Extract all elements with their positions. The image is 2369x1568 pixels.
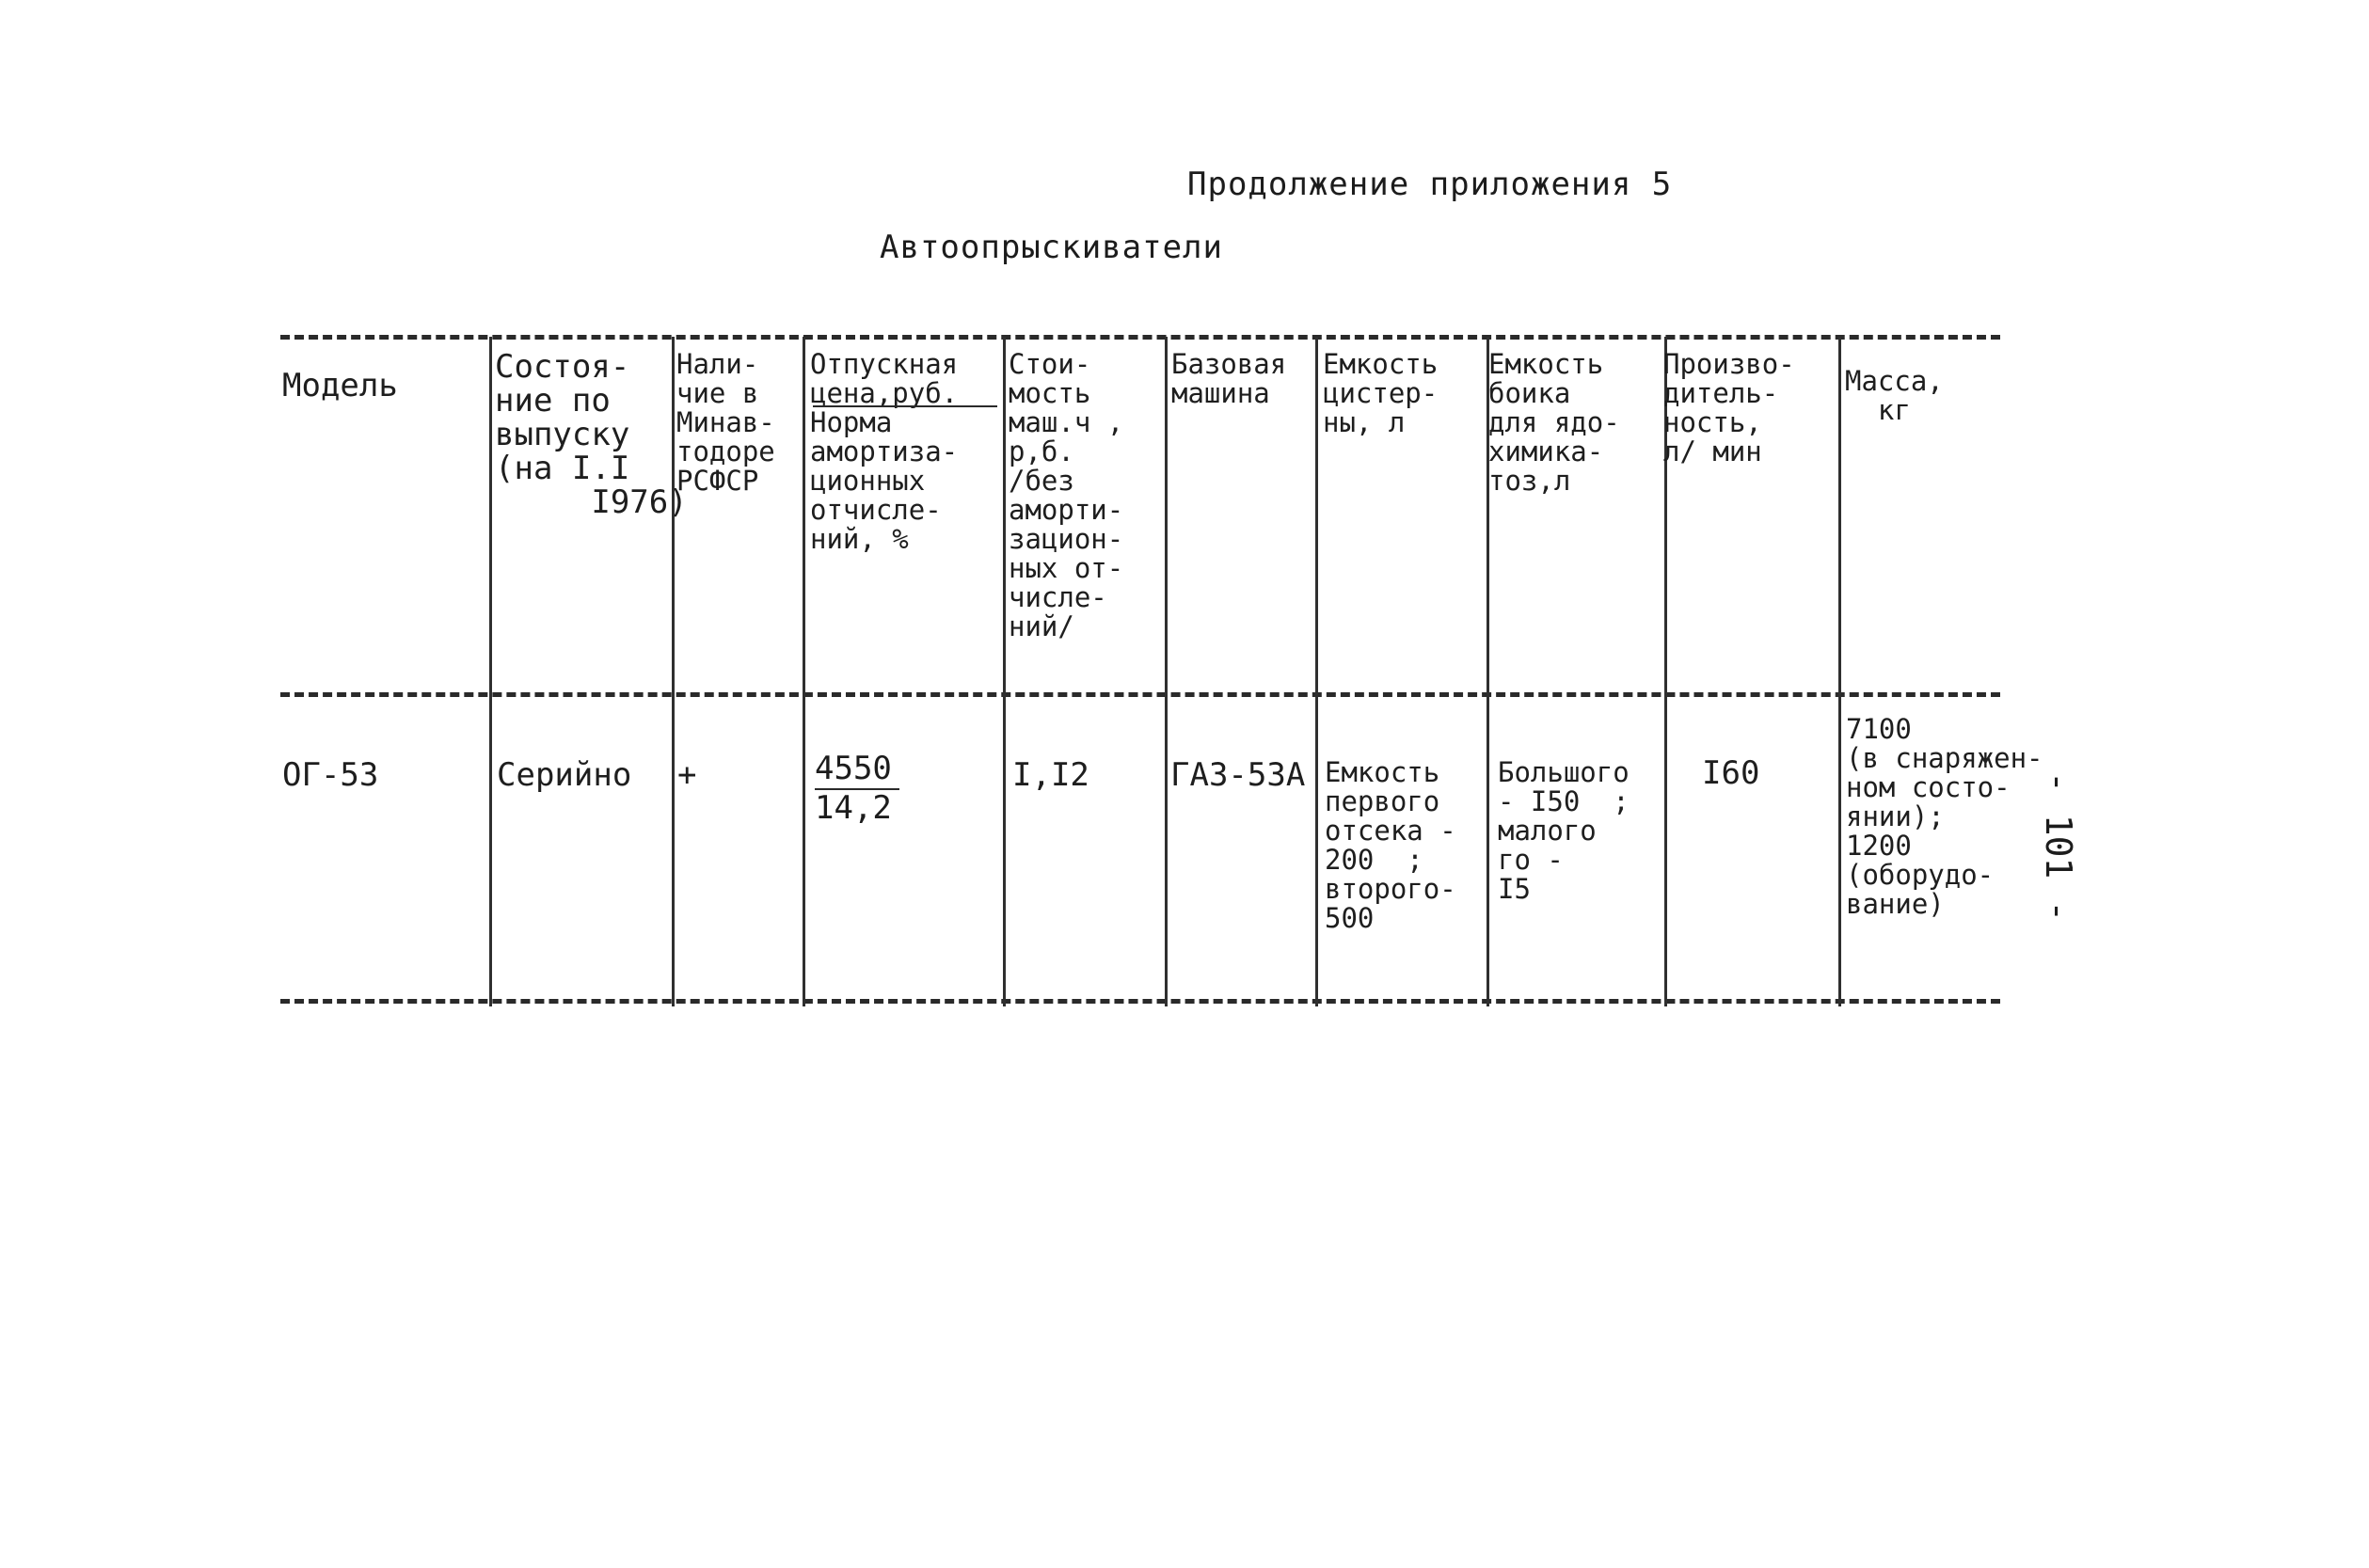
header-mass: Масса, кг <box>1845 365 1944 426</box>
cell-cost-per-hour: I,I2 <box>1012 756 1089 794</box>
cell-tank-capacity: Емкость первого отсека - 200 ; второго- 500 <box>1325 756 1456 934</box>
continuation-heading: Продолжение приложения 5 <box>1187 166 1673 203</box>
cell-status: Серийно <box>497 756 632 794</box>
column-divider <box>803 337 805 1006</box>
table-bottom-rule <box>280 999 2000 1004</box>
cell-price: 4550 <box>815 750 892 787</box>
table-top-rule <box>280 335 2000 340</box>
header-chem-capacity: Емкость боика для ядо- химика- тоз,л <box>1488 348 1620 497</box>
cell-amortization: 14,2 <box>815 789 892 827</box>
price-header-underline <box>813 405 997 407</box>
cell-productivity: I60 <box>1702 754 1760 792</box>
header-separator-rule <box>280 692 2000 697</box>
table-title: Автоопрыскиватели <box>880 229 1223 266</box>
column-divider <box>1165 337 1168 1006</box>
cell-chem-capacity: Большого - I50 ; малого го - I5 <box>1498 756 1630 905</box>
column-divider <box>1003 337 1006 1006</box>
header-base-machine: Базовая машина <box>1171 348 1287 409</box>
cell-model: ОГ-53 <box>282 756 379 794</box>
header-productivity: Произво- дитель- ность, л/ мин <box>1663 348 1795 467</box>
cell-mass: 7100 (в снаряжен- ном состо- янии); 1200 (оборудо- вание) <box>1846 713 2043 920</box>
cell-availability: + <box>677 756 697 794</box>
header-status: Состоя- ние по выпуску (на I.I I976) <box>495 348 688 521</box>
header-cost-per-hour: Стои- мость маш.ч , р,б. /без аморти- зацион- ных от- числе- ний/ <box>1009 348 1124 642</box>
column-divider <box>1838 337 1841 1006</box>
column-divider <box>1315 337 1318 1006</box>
header-tank-capacity: Емкость цистер- ны, л <box>1323 348 1439 438</box>
header-model: Модель <box>282 367 398 404</box>
column-divider <box>489 337 492 1006</box>
header-availability: Нали- чие в Минав- тодоре РСФСР <box>676 348 775 497</box>
cell-base-machine: ГАЗ-53А <box>1170 756 1306 794</box>
header-price-amortization: Отпускная цена,руб. Норма амортиза- ционных отчисле- ний, % <box>810 348 959 555</box>
page-number: - 101 - <box>2038 771 2079 923</box>
